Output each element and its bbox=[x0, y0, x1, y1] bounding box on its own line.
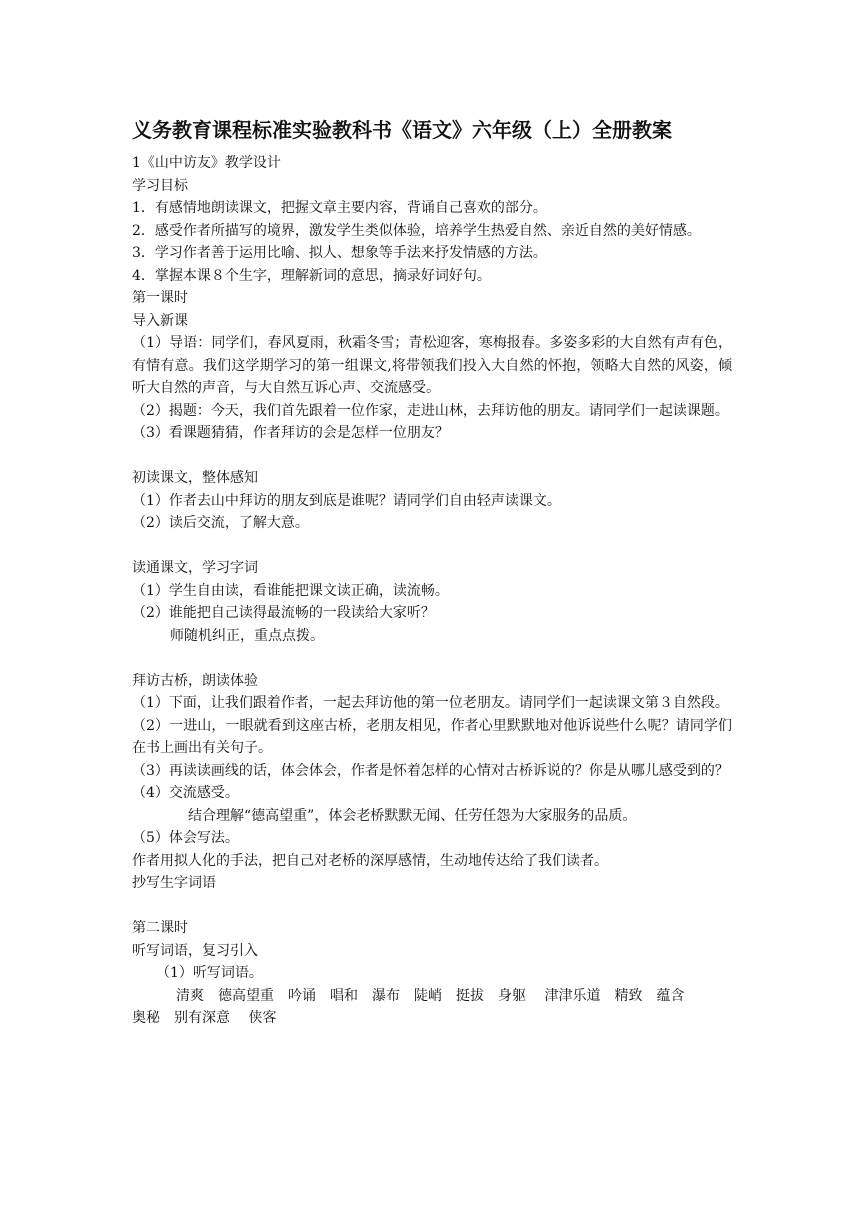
goal-item: 2．感受作者所描写的境界，激发学生类似体验，培养学生热爱自然、亲近自然的美好情感。 bbox=[132, 222, 701, 239]
blank-line bbox=[132, 535, 732, 558]
paragraph: （2）谁能把自己读得最流畅的一段读给大家听？ bbox=[132, 605, 435, 621]
period-heading: 第二课时 bbox=[132, 920, 188, 936]
section-heading: 读通课文，学习字词 bbox=[132, 560, 258, 576]
paragraph: （3）看课题猜猜，作者拜访的会是怎样一位朋友？ bbox=[132, 425, 449, 441]
goal-item: 3．学习作者善于运用比喻、拟人、想象等手法来抒发情感的方法。 bbox=[132, 245, 547, 261]
paragraph: （4）交流感受。 bbox=[132, 785, 239, 801]
blank-line bbox=[132, 647, 732, 670]
teacher-note: 师随机纠正，重点点拨。 bbox=[170, 627, 324, 644]
paragraph: （1）作者去山中拜访的朋友到底是谁呢？请同学们自由轻声读课文。 bbox=[132, 492, 561, 509]
document-title: 义务教育课程标准实验教科书《语文》六年级（上）全册教案 bbox=[132, 118, 672, 142]
word-list: 清爽 德高望重 吟诵 唱和 瀑布 陡峭 挺拔 身躯 津津乐道 精致 蕴含 bbox=[176, 987, 685, 1004]
period-heading: 第一课时 bbox=[132, 290, 188, 306]
document-body bbox=[132, 116, 732, 1030]
paragraph: （2）读后交流，了解大意。 bbox=[132, 515, 309, 531]
paragraph: （2）揭题：今天，我们首先跟着一位作家，走进山林，去拜访他的朋友。请同学们一起读课题。 bbox=[132, 402, 729, 419]
teacher-note: 结合理解“德高望重”，体会老桥默默无闻、任劳任怨为大家服务的品质。 bbox=[188, 807, 637, 824]
word-list: 奥秘 别有深意 侠客 bbox=[132, 1010, 277, 1026]
lesson-title: 1《山中访友》教学设计 bbox=[132, 155, 281, 171]
section-heading: 听写词语，复习引入 bbox=[132, 942, 258, 959]
section-heading: 抄写生字词语 bbox=[132, 875, 216, 891]
paragraph: （1）导语：同学们，春风夏雨，秋霜冬雪；青松迎客，寒梅报春。多姿多彩的大自然有声有色，有情有意。我们这学期学习的第一组课文,将带领我们投入大自然的怀抱，领略大自然的风姿，倾听大自然的声音，与大自然互诉心声、交流感受。 bbox=[132, 335, 732, 396]
paragraph: （2）一进山，一眼就看到这座古桥，老朋友相见，作者心里默默地对他诉说些什么呢？请同学们在书上画出有关句子。 bbox=[132, 717, 732, 756]
paragraph: （3）再读读画线的话，体会体会，作者是怀着怎样的心情对古桥诉说的？你是从哪儿感受到的？ bbox=[132, 762, 729, 779]
paragraph: （1）学生自由读，看谁能把课文读正确，读流畅。 bbox=[132, 582, 449, 599]
paragraph: 作者用拟人化的手法，把自己对老桥的深厚感情，生动地传达给了我们读者。 bbox=[132, 852, 608, 869]
paragraph: （5）体会写法。 bbox=[132, 830, 239, 846]
paragraph: （1）听写词语。 bbox=[156, 965, 263, 981]
goals-heading: 学习目标 bbox=[132, 177, 188, 194]
section-heading: 初读课文，整体感知 bbox=[132, 470, 258, 486]
section-heading: 拜访古桥，朗读体验 bbox=[132, 672, 258, 689]
blank-line bbox=[132, 445, 732, 468]
goal-item: 1．有感情地朗读课文，把握文章主要内容，背诵自己喜欢的部分。 bbox=[132, 200, 547, 216]
blank-line bbox=[132, 895, 732, 918]
section-heading: 导入新课 bbox=[132, 312, 188, 329]
goal-item: 4．掌握本课８个生字，理解新词的意思，摘录好词好句。 bbox=[132, 267, 491, 284]
paragraph: （1）下面，让我们跟着作者，一起去拜访他的第一位老朋友。请同学们一起读课文第３自然段。 bbox=[132, 695, 729, 711]
